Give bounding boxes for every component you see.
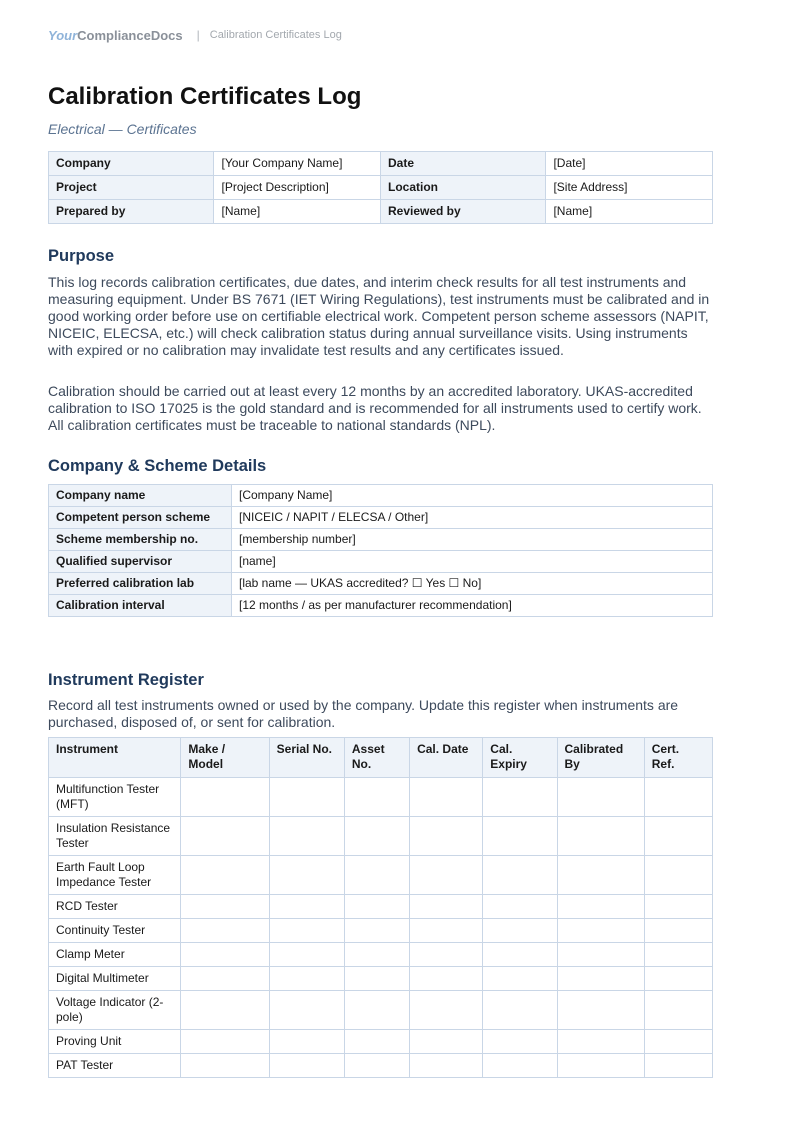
register-entry-cell[interactable] (410, 991, 483, 1030)
register-entry-cell[interactable] (410, 895, 483, 919)
instrument-name: Proving Unit (49, 1030, 181, 1054)
instrument-name: Clamp Meter (49, 943, 181, 967)
meta-label: Location (380, 176, 545, 200)
instrument-name: Insulation Resistance Tester (49, 817, 181, 856)
register-entry-cell[interactable] (644, 919, 712, 943)
meta-row (49, 200, 713, 224)
details-value[interactable]: [membership number] (232, 529, 713, 551)
register-column-header: Serial No. (269, 738, 344, 778)
register-column-header: Cal. Expiry (483, 738, 557, 778)
details-value[interactable]: [NICEIC / NAPIT / ELECSA / Other] (232, 507, 713, 529)
register-entry-cell[interactable] (181, 856, 269, 895)
register-entry-cell[interactable] (557, 856, 644, 895)
details-row (49, 595, 713, 617)
details-label: Qualified supervisor (49, 551, 232, 573)
register-entry-cell[interactable] (483, 967, 557, 991)
instrument-name: Multifunction Tester (MFT) (49, 778, 181, 817)
details-row (49, 573, 713, 595)
register-entry-cell[interactable] (644, 778, 712, 817)
meta-row (49, 176, 713, 200)
register-entry-cell[interactable] (181, 1030, 269, 1054)
register-entry-cell[interactable] (410, 1030, 483, 1054)
meta-label: Prepared by (49, 200, 214, 224)
details-row (49, 529, 713, 551)
register-entry-cell[interactable] (344, 1054, 409, 1078)
table-row (49, 778, 713, 817)
table-row (49, 1030, 713, 1054)
purpose-paragraph-2: Calibration should be carried out at least every 12 months by an accredited laboratory. UKAS-accredited calibration to ISO 17025 is the gold standard and is recommended for all instruments used to certify work. All calibration certificates must be traceable to national standards (NPL). (48, 383, 702, 433)
register-entry-cell[interactable] (344, 967, 409, 991)
register-heading: Instrument Register (48, 671, 204, 689)
meta-label: Company (49, 152, 214, 176)
register-entry-cell[interactable] (181, 919, 269, 943)
details-value[interactable]: [12 months / as per manufacturer recommendation] (232, 595, 713, 617)
details-value[interactable]: [lab name — UKAS accredited? ☐ Yes ☐ No] (232, 573, 713, 595)
meta-value: [Name] (214, 200, 381, 224)
document-meta-table (48, 151, 713, 224)
table-row (49, 1054, 713, 1078)
page-title: Calibration Certificates Log (48, 83, 362, 110)
register-entry-cell[interactable] (344, 895, 409, 919)
meta-value: [Site Address] (546, 176, 713, 200)
document-page (48, 26, 713, 1072)
register-column-header: Instrument (49, 738, 181, 778)
purpose-paragraph-1: This log records calibration certificates, due dates, and interim check results for all test instruments and measuring equipment. Under BS 7671 (IET Wiring Regulations), test instruments must be calibrated and in good working order before use on certifiable electrical work. Competent person scheme assessors (NAPIT, NICEIC, ELECSA, etc.) will check calibration status during annual surveillance visits. Using instruments with expired or no calibration may invalidate test results and any certificates issued. (48, 274, 710, 358)
meta-label: Reviewed by (380, 200, 545, 224)
register-column-header: Make / Model (181, 738, 269, 778)
register-entry-cell[interactable] (410, 817, 483, 856)
instrument-name: Continuity Tester (49, 919, 181, 943)
register-entry-cell[interactable] (269, 856, 344, 895)
register-entry-cell[interactable] (483, 919, 557, 943)
page-subtitle: Electrical — Certificates (48, 121, 197, 137)
register-entry-cell[interactable] (644, 1054, 712, 1078)
register-entry-cell[interactable] (483, 1054, 557, 1078)
details-label: Preferred calibration lab (49, 573, 232, 595)
register-entry-cell[interactable] (483, 817, 557, 856)
register-entry-cell[interactable] (644, 856, 712, 895)
register-entry-cell[interactable] (269, 967, 344, 991)
table-row (49, 817, 713, 856)
register-entry-cell[interactable] (344, 817, 409, 856)
register-entry-cell[interactable] (557, 1054, 644, 1078)
register-column-header: Cal. Date (410, 738, 483, 778)
register-entry-cell[interactable] (644, 895, 712, 919)
register-entry-cell[interactable] (483, 895, 557, 919)
instrument-name: RCD Tester (49, 895, 181, 919)
register-entry-cell[interactable] (269, 991, 344, 1030)
brand-page-name: Calibration Certificates Log (209, 29, 342, 41)
meta-value: [Your Company Name] (214, 152, 381, 176)
register-entry-cell[interactable] (557, 1030, 644, 1054)
table-row (49, 895, 713, 919)
register-entry-cell[interactable] (181, 817, 269, 856)
purpose-heading: Purpose (48, 247, 115, 265)
register-intro: Record all test instruments owned or used by the company. Update this register when instruments are purchased, disposed of, or sent for calibration. (48, 697, 679, 730)
brand-separator: | (196, 28, 200, 42)
register-entry-cell[interactable] (644, 967, 712, 991)
instrument-register-table (48, 737, 713, 1078)
register-entry-cell[interactable] (410, 856, 483, 895)
details-label: Company name (49, 485, 232, 507)
details-value[interactable]: [name] (232, 551, 713, 573)
register-entry-cell[interactable] (557, 991, 644, 1030)
table-row (49, 991, 713, 1030)
meta-value: [Date] (546, 152, 713, 176)
register-column-header: Asset No. (344, 738, 409, 778)
register-entry-cell[interactable] (557, 919, 644, 943)
register-entry-cell[interactable] (181, 778, 269, 817)
register-entry-cell[interactable] (181, 1054, 269, 1078)
details-heading: Company & Scheme Details (48, 457, 267, 475)
register-entry-cell[interactable] (483, 856, 557, 895)
details-label: Scheme membership no. (49, 529, 232, 551)
instrument-name: PAT Tester (49, 1054, 181, 1078)
register-entry-cell[interactable] (644, 1030, 712, 1054)
details-label: Calibration interval (49, 595, 232, 617)
register-entry-cell[interactable] (344, 991, 409, 1030)
details-row (49, 507, 713, 529)
register-entry-cell[interactable] (181, 991, 269, 1030)
register-entry-cell[interactable] (344, 778, 409, 817)
details-label: Competent person scheme (49, 507, 232, 529)
register-entry-cell[interactable] (344, 943, 409, 967)
register-entry-cell[interactable] (269, 1030, 344, 1054)
register-entry-cell[interactable] (181, 967, 269, 991)
register-entry-cell[interactable] (181, 943, 269, 967)
register-entry-cell[interactable] (410, 967, 483, 991)
register-entry-cell[interactable] (644, 817, 712, 856)
company-scheme-details-table (48, 484, 713, 617)
meta-label: Project (49, 176, 214, 200)
register-column-header: Calibrated By (557, 738, 644, 778)
brand-name: ComplianceDocs (77, 27, 183, 43)
register-entry-cell[interactable] (483, 991, 557, 1030)
register-entry-cell[interactable] (557, 895, 644, 919)
meta-label: Date (380, 152, 545, 176)
register-entry-cell[interactable] (644, 943, 712, 967)
register-entry-cell[interactable] (269, 943, 344, 967)
register-entry-cell[interactable] (344, 856, 409, 895)
details-value[interactable]: [Company Name] (232, 485, 713, 507)
table-row (49, 943, 713, 967)
register-entry-cell[interactable] (557, 817, 644, 856)
register-column-header: Cert. Ref. (644, 738, 712, 778)
instrument-name: Digital Multimeter (49, 967, 181, 991)
table-row (49, 919, 713, 943)
table-row (49, 967, 713, 991)
instrument-name: Voltage Indicator (2-pole) (49, 991, 181, 1030)
register-entry-cell[interactable] (410, 1054, 483, 1078)
register-entry-cell[interactable] (269, 817, 344, 856)
brand-header (48, 26, 713, 44)
meta-value: [Name] (546, 200, 713, 224)
register-entry-cell[interactable] (557, 943, 644, 967)
meta-row (49, 152, 713, 176)
details-row (49, 485, 713, 507)
register-entry-cell[interactable] (483, 778, 557, 817)
register-entry-cell[interactable] (410, 919, 483, 943)
register-entry-cell[interactable] (557, 967, 644, 991)
register-entry-cell[interactable] (644, 991, 712, 1030)
details-row (49, 551, 713, 573)
register-entry-cell[interactable] (181, 895, 269, 919)
register-entry-cell[interactable] (269, 1054, 344, 1078)
register-entry-cell[interactable] (344, 1030, 409, 1054)
register-entry-cell[interactable] (344, 919, 409, 943)
register-entry-cell[interactable] (410, 943, 483, 967)
register-entry-cell[interactable] (483, 943, 557, 967)
register-entry-cell[interactable] (269, 778, 344, 817)
register-entry-cell[interactable] (410, 778, 483, 817)
register-entry-cell[interactable] (557, 778, 644, 817)
meta-value: [Project Description] (214, 176, 381, 200)
register-entry-cell[interactable] (483, 1030, 557, 1054)
register-entry-cell[interactable] (269, 895, 344, 919)
register-entry-cell[interactable] (269, 919, 344, 943)
table-row (49, 856, 713, 895)
brand-your: Your (48, 27, 78, 43)
instrument-name: Earth Fault Loop Impedance Tester (49, 856, 181, 895)
